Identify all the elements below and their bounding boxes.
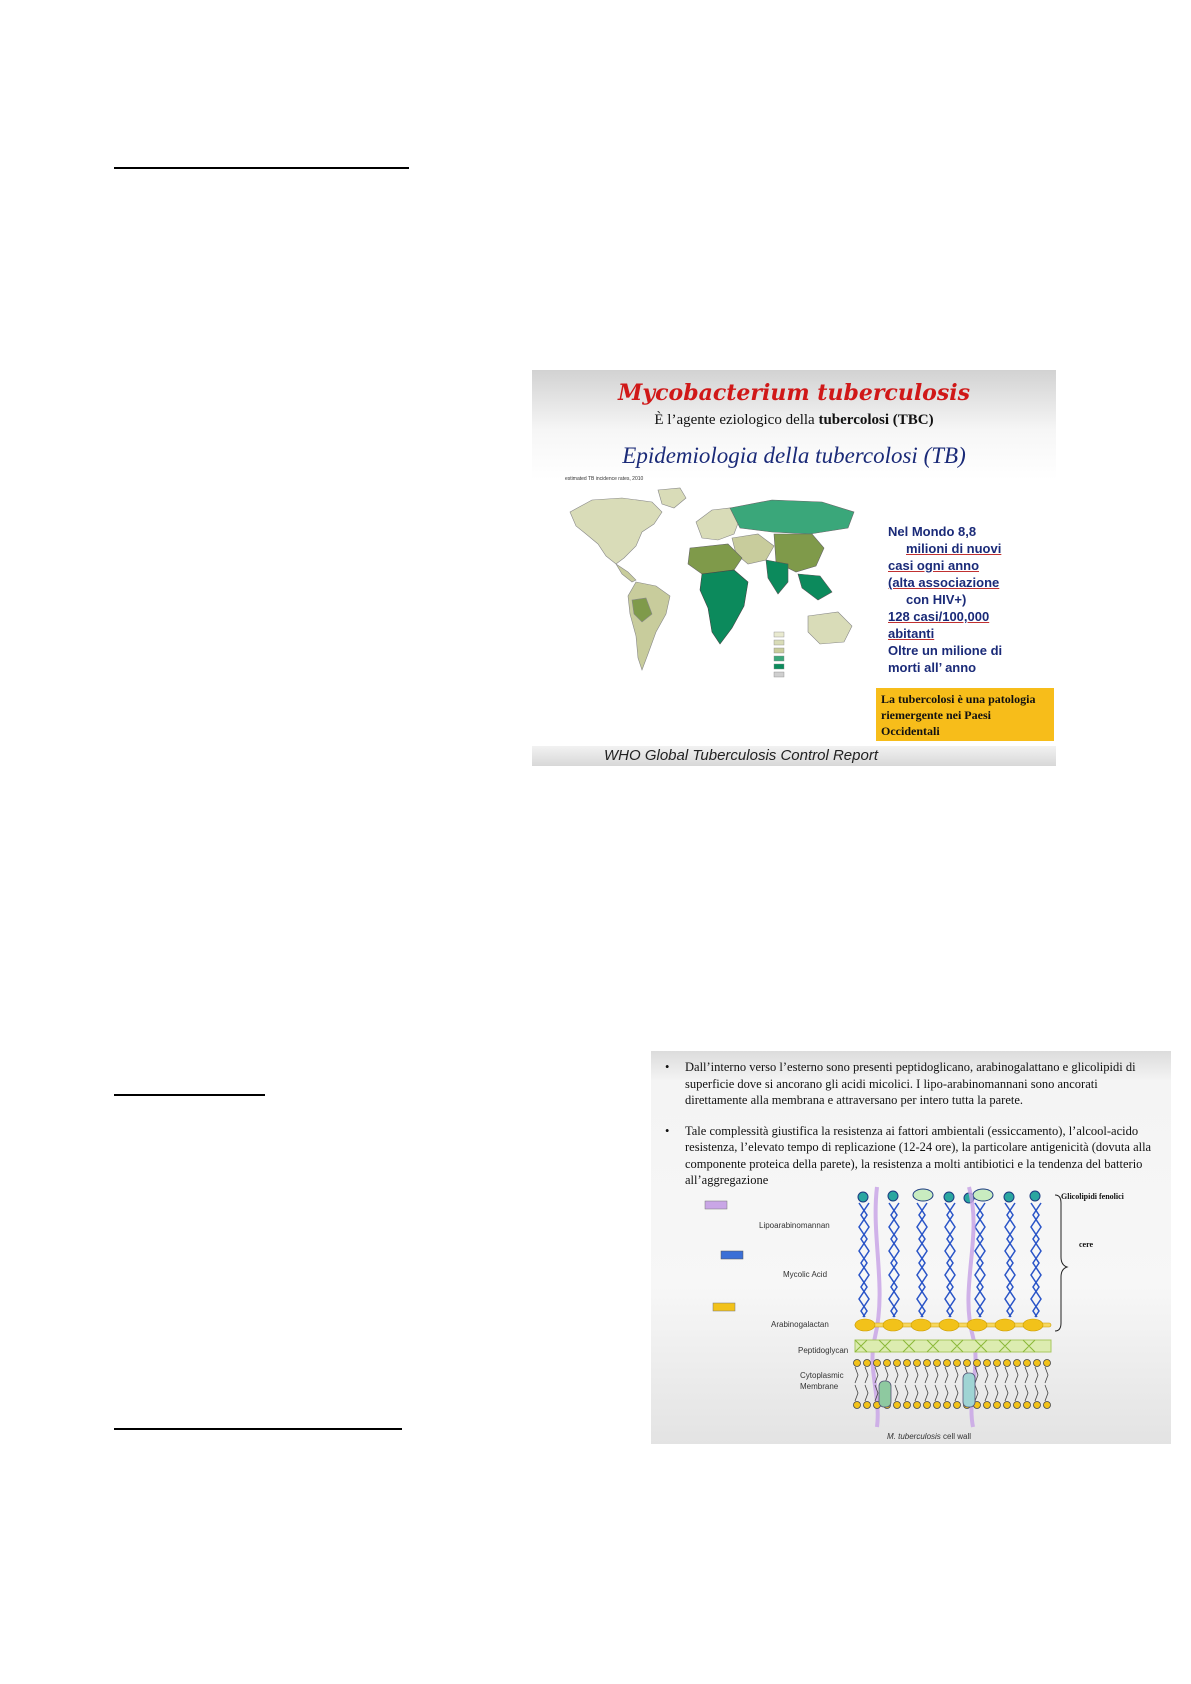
fact-line: con HIV+) <box>906 592 967 607</box>
fact-line: casi ogni anno <box>888 558 980 573</box>
slide-footer <box>532 746 1056 766</box>
callout-box: La tubercolosi è una patologia riemergente nei Paesi Occidentali <box>876 688 1054 741</box>
label-peptidoglycan: Peptidoglycan <box>798 1346 849 1355</box>
fact-line: abitanti <box>888 626 935 641</box>
fact-line: Oltre un milione di <box>888 643 1003 658</box>
world-map <box>562 482 862 682</box>
diagram-caption <box>887 1432 971 1441</box>
cell-wall-diagram <box>651 1177 1171 1444</box>
map-north-africa <box>688 544 742 574</box>
heading-underline-2 <box>114 1094 265 1096</box>
map-sub-saharan-africa <box>700 570 748 644</box>
label-glicolipidi-fenolici: Glicolipidi fenolici <box>1061 1192 1124 1201</box>
legend-swatch-arabinogalactan <box>713 1303 735 1311</box>
glycolipid-layer <box>858 1189 1040 1203</box>
fact-line: milioni di nuovi <box>906 541 1002 556</box>
bullet-text: Tale complessità giustifica la resistenza ai fattori ambientali (essiccamento), l’alcool-acido resistenza, l’elevato tempo di replicazione (12-24 ore), la particolare antigenicità (dovuta alla componente proteica della parete), la resistenza a molti antibiotici e la tendenza del batterio all’aggregazione <box>685 1123 1152 1187</box>
map-south-america <box>628 582 670 670</box>
heading-underline-1 <box>114 167 409 169</box>
map-greenland <box>658 488 686 508</box>
subtitle-bold: tubercolosi (TBC) <box>818 412 934 428</box>
arabinogalactan-layer <box>855 1319 1051 1331</box>
fact-line: morti all’ anno <box>888 660 977 675</box>
slide-heading: Epidemiologia della tubercolosi (TB) <box>622 443 966 468</box>
map-legend <box>774 632 784 677</box>
slide-cell-wall <box>651 1051 1171 1444</box>
caption-italic: M. tuberculosis <box>887 1432 941 1441</box>
map-india <box>766 560 788 594</box>
bullet-item <box>661 1059 1163 1109</box>
subtitle-text: È l’agente eziologico della <box>654 412 819 428</box>
label-cytoplasmic: Cytoplasmic <box>800 1371 844 1380</box>
map-label: estimated TB incidence rates, 2010 <box>565 476 644 482</box>
peptidoglycan-layer <box>855 1340 1051 1352</box>
tb-facts <box>888 523 1053 676</box>
bullet-text: Dall’interno verso l’esterno sono presenti peptidoglicano, arabinogalattano e glicolipidi di superficie dove si ancorano gli acidi micolici. I lipo-arabinomannani sono ancorati direttamente alla membrana e attraversano per intero tutta la parete. <box>685 1060 1136 1107</box>
legend-label-arabinogalactan: Arabinogalactan <box>771 1320 829 1329</box>
label-cere: cere <box>1079 1240 1094 1249</box>
map-russia <box>730 500 854 534</box>
fact-line: 128 casi/100,000 <box>888 609 990 624</box>
cytoplasmic-membrane <box>854 1360 1051 1409</box>
map-north-america <box>570 498 662 564</box>
slide-title: Mycobacterium tuberculosis <box>618 380 970 406</box>
bullet-dot-icon: • <box>665 1123 670 1138</box>
heading-underline-3 <box>114 1428 402 1430</box>
legend-label-lipoarabinomannan: Lipoarabinomannan <box>759 1221 830 1230</box>
legend-label-mycolic-acid: Mycolic Acid <box>783 1270 828 1279</box>
legend-swatch-mycolic-acid <box>721 1251 743 1259</box>
fact-line: Nel Mondo 8,8 <box>888 524 977 539</box>
map-central-america <box>616 564 636 582</box>
fact-line: (alta associazione <box>888 575 1000 590</box>
legend-swatch-lipoarabinomannan <box>705 1201 727 1209</box>
slide-epidemiology <box>532 370 1056 766</box>
bullet-dot-icon: • <box>665 1060 670 1074</box>
footer-text: WHO Global Tuberculosis Control Report <box>604 747 878 764</box>
mycolic-acid-layer <box>859 1203 1041 1317</box>
map-australia <box>808 612 852 644</box>
label-membrane: Membrane <box>800 1382 839 1391</box>
cere-brace-icon <box>1055 1195 1067 1331</box>
map-southeast-asia <box>798 574 832 600</box>
slide-subtitle <box>532 412 1056 429</box>
caption-rest: cell wall <box>940 1432 972 1441</box>
